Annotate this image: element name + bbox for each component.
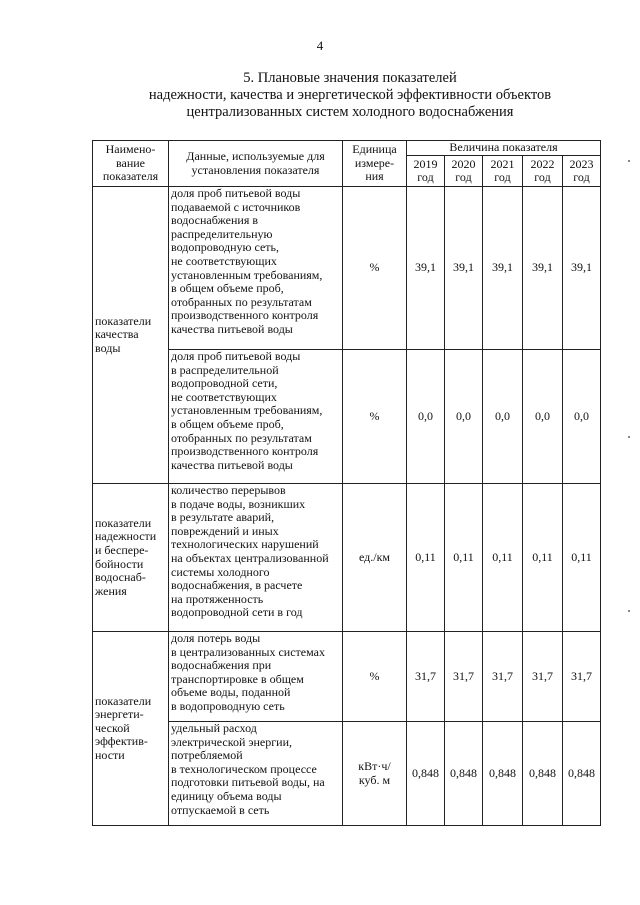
- header-year: 2021 год: [483, 156, 523, 187]
- value-cell: 0,848: [523, 722, 563, 826]
- header-unit: Единица измере- ния: [343, 141, 407, 187]
- title-line: централизованных систем холодного водоснабжения: [186, 104, 514, 120]
- header-year: 2022 год: [523, 156, 563, 187]
- value-cell: 39,1: [407, 187, 445, 350]
- value-cell: 31,7: [407, 632, 445, 722]
- header-year: 2020 год: [445, 156, 483, 187]
- header-data: Данные, используемые для установления показателя: [169, 141, 343, 187]
- value-cell: 0,11: [407, 484, 445, 632]
- table-row: [93, 350, 601, 484]
- table-row: [93, 632, 601, 722]
- table-row: [93, 484, 601, 632]
- header-year: 2019 год: [407, 156, 445, 187]
- value-cell: 31,7: [445, 632, 483, 722]
- value-cell: 0,11: [563, 484, 601, 632]
- value-cell: 39,1: [445, 187, 483, 350]
- value-cell: 0,848: [483, 722, 523, 826]
- value-cell: 0,0: [483, 350, 523, 484]
- value-cell: 0,848: [445, 722, 483, 826]
- page-number: 4: [316, 38, 324, 53]
- value-cell: 39,1: [483, 187, 523, 350]
- unit-cell: %: [343, 632, 407, 722]
- header-value-group: Величина показателя: [407, 141, 601, 156]
- value-cell: 0,0: [407, 350, 445, 484]
- header-name: Наимено- вание показателя: [93, 141, 169, 187]
- value-cell: 31,7: [523, 632, 563, 722]
- indicators-table: [92, 140, 601, 826]
- unit-cell: ед./км: [343, 484, 407, 632]
- scan-mark: [628, 436, 630, 438]
- indicator-data: количество перерывов в подаче воды, возникших в результате аварий, повреждений и иных технологических нарушений на объектах централизованной системы холодного водоснабжения, в расчете на протяженность водопроводной сети в год: [169, 484, 343, 632]
- unit-cell: %: [343, 187, 407, 350]
- value-cell: 39,1: [563, 187, 601, 350]
- value-cell: 0,11: [445, 484, 483, 632]
- title-line: 5. Плановые значения показателей: [243, 70, 457, 86]
- title-line: надежности, качества и энергетической эффективности объектов: [148, 87, 552, 103]
- header-year: 2023 год: [563, 156, 601, 187]
- value-cell: 39,1: [523, 187, 563, 350]
- document-title: [60, 70, 640, 121]
- value-cell: 31,7: [563, 632, 601, 722]
- value-cell: 31,7: [483, 632, 523, 722]
- indicator-data: удельный расход электрической энергии, потребляемой в технологическом процессе подготовки питьевой воды, на единицу объема воды отпускаемой в сеть: [169, 722, 343, 826]
- table-row: [93, 187, 601, 350]
- indicator-data: доля проб питьевой воды подаваемой с источников водоснабжения в распределительную водопроводную сеть, не соответствующих установленным требованиям, в общем объеме проб, отобранных по результатам производственного контроля качества питьевой воды: [169, 187, 343, 350]
- value-cell: 0,11: [523, 484, 563, 632]
- scan-mark: [628, 160, 630, 162]
- unit-cell: %: [343, 350, 407, 484]
- value-cell: 0,11: [483, 484, 523, 632]
- indicator-data: доля проб питьевой воды в распределительной водопроводной сети, не соответствующих установленным требованиям, в общем объеме проб, отобранных по результатам производственного контроля качества питьевой воды: [169, 350, 343, 484]
- indicator-data: доля потерь воды в централизованных системах водоснабжения при транспортировке в общем объеме воды, поданной в водопроводную сеть: [169, 632, 343, 722]
- value-cell: 0,848: [563, 722, 601, 826]
- scan-mark: [628, 610, 630, 612]
- value-cell: 0,0: [445, 350, 483, 484]
- value-cell: 0,0: [523, 350, 563, 484]
- indicator-name-energy: показатели энергети- ческой эффектив- ности: [93, 632, 169, 826]
- table-row: [93, 722, 601, 826]
- unit-cell: кВт·ч/ куб. м: [343, 722, 407, 826]
- indicator-name-reliability: показатели надежности и беспере- бойности водоснаб- жения: [93, 484, 169, 632]
- indicator-name-quality: показатели качества воды: [93, 187, 169, 484]
- value-cell: 0,848: [407, 722, 445, 826]
- value-cell: 0,0: [563, 350, 601, 484]
